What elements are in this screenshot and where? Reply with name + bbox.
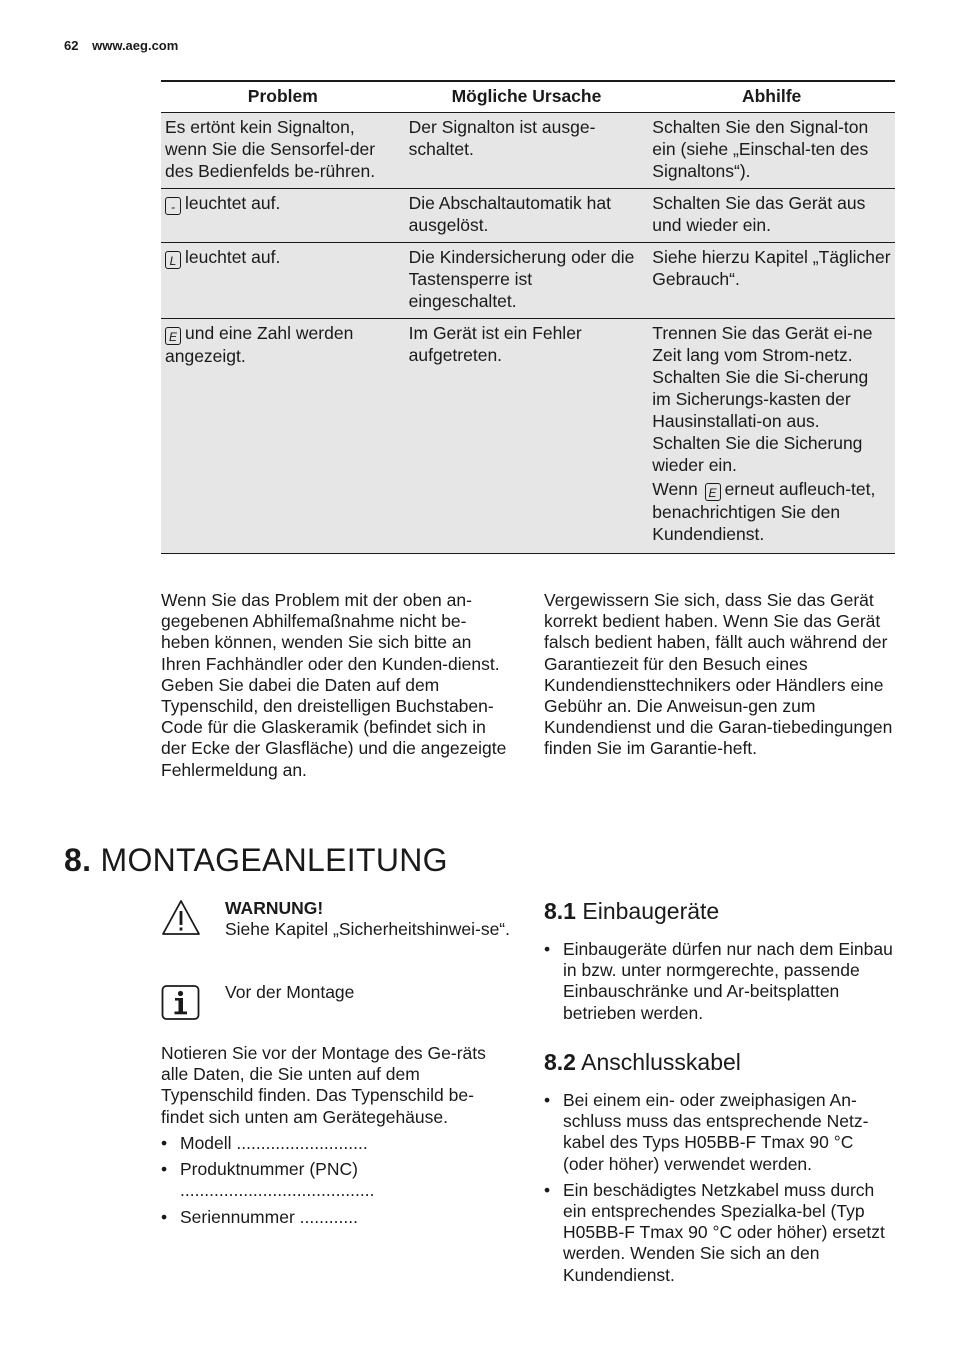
list-item: • Modell ...........................: [161, 1133, 511, 1154]
problem-cell: [161, 243, 405, 319]
list-item: • Produktnummer (PNC) ........................................: [161, 1159, 440, 1201]
problem-text: leuchtet auf.: [185, 193, 281, 213]
intro-text: Notieren Sie vor der Montage des Ge-räts alle Daten, die Sie unten auf dem Typenschild finden. Das Typenschild be-findet sich unten am Gerätegehäuse.: [161, 1043, 486, 1127]
column-header-cause: Mögliche Ursache: [405, 81, 649, 113]
subsection-heading-2: [544, 1049, 741, 1076]
text-right: Vergewissern Sie sich, dass Sie das Gerät korrekt bedient haben. Wenn Sie das Gerät falsch bedient haben, fällt auch während der Garantiezeit für den Besuch eines Kundendiensttechnikers oder Händlers eine Gebühr an. Die Anweisun-gen zum Kundendienst und die Garan-tiebedingungen finden Sie im Garantie-heft.: [544, 590, 893, 759]
problem-text: und eine Zahl werden angezeigt.: [165, 323, 354, 366]
table-header-row: [161, 81, 895, 113]
warning-notice: [161, 898, 515, 940]
problem-cell: Es ertönt kein Signalton, wenn Sie die Sensorfel-der des Bedienfelds be-rühren.: [161, 113, 405, 189]
display-symbol-icon: -: [165, 197, 181, 215]
cause-cell: Der Signalton ist ausge-schaltet.: [405, 113, 649, 189]
column-header-remedy: Abhilfe: [648, 81, 895, 113]
display-symbol-icon: E: [165, 327, 181, 345]
subsection-heading-1: [544, 898, 719, 925]
remedy-extra: [652, 478, 891, 545]
subsection-2-list: [544, 1090, 896, 1291]
warning-text: Siehe Kapitel „Sicherheitshinwei-se“.: [225, 919, 510, 939]
remedy-cell: [648, 319, 895, 554]
subsection-1-list: [544, 939, 896, 1029]
problem-text: leuchtet auf.: [185, 247, 281, 267]
list-item: • Seriennummer ............: [161, 1207, 511, 1228]
remedy-text: Trennen Sie das Gerät ei-ne Zeit lang vom Strom-netz. Schalten Sie die Si-cherung im Sicherungs-kasten der Hausinstallati-on aus. Schalten Sie die Sicherung wieder ein.: [652, 323, 873, 475]
info-notice: [161, 982, 354, 1022]
site-url: www.aeg.com: [92, 38, 179, 53]
problem-cell: [161, 319, 405, 554]
page-number: 62: [64, 38, 79, 53]
section-number: 8.: [64, 842, 92, 878]
remedy-cell: Schalten Sie das Gerät aus und wieder ein.: [648, 189, 895, 243]
table-row: [161, 189, 895, 243]
remedy-extra-pre: Wenn: [652, 479, 698, 499]
info-text: Vor der Montage: [225, 982, 355, 1002]
troubleshooting-table: [161, 80, 895, 554]
info-icon: [161, 982, 201, 1022]
text-left: Wenn Sie das Problem mit der oben an-gegebenen Abhilfemaßnahme nicht be-heben können, wenden Sie sich bitte an Ihren Fachhändler oder den Kunden-dienst. Geben Sie dabei die Daten auf dem Typenschild, den dreistelligen Buchstaben-Code für die Glaskeramik (befindet sich in der Ecke der Glasfläche) und die angezeigte Fehlermeldung an.: [161, 590, 507, 780]
list-item: • Ein beschädigtes Netzkabel muss durch ein entsprechendes Spezialka-bel (Typ H05BB-F Tmax 90 °C oder höher) ersetzt werden. Wenden Sie sich an den Kundendienst.: [544, 1180, 896, 1286]
subsection-number: 8.1: [544, 898, 576, 924]
problem-cell: [161, 189, 405, 243]
remedy-cell: Siehe hierzu Kapitel „Täglicher Gebrauch“.: [648, 243, 895, 319]
display-symbol-icon: E: [705, 483, 721, 501]
warning-title: WARNUNG!: [225, 898, 324, 918]
list-item: • Einbaugeräte dürfen nur nach dem Einbau in bzw. unter normgerechte, passende Einbauschränke und Ar-beitsplatten betrieben werden.: [544, 939, 896, 1024]
data-list: [161, 1133, 511, 1233]
column-header-problem: Problem: [161, 81, 405, 113]
cause-cell: Die Kindersicherung oder die Tastensperre ist eingeschaltet.: [405, 243, 649, 319]
section-title: MONTAGEANLEITUNG: [100, 842, 448, 878]
warning-icon: [161, 898, 201, 938]
table-row: [161, 113, 895, 189]
table-row: [161, 319, 895, 554]
remedy-extra-post: erneut aufleuch-tet, benachrichtigen Sie den Kundendienst.: [652, 479, 876, 544]
subsection-title: Einbaugeräte: [582, 898, 720, 924]
cause-cell: Die Abschaltautomatik hat ausgelöst.: [405, 189, 649, 243]
page-header: [64, 38, 178, 53]
section-heading: [64, 842, 448, 879]
remedy-cell: Schalten Sie den Signal-ton ein (siehe „Einschal-ten des Signaltons“).: [648, 113, 895, 189]
cause-cell: Im Gerät ist ein Fehler aufgetreten.: [405, 319, 649, 554]
table-row: [161, 243, 895, 319]
list-item: • Bei einem ein- oder zweiphasigen An-schluss muss das entsprechende Netz-kabel des Typs H05BB-F Tmax 90 °C (oder höher) verwendet werden.: [544, 1090, 896, 1175]
display-symbol-icon: L: [165, 251, 181, 269]
subsection-number: 8.2: [544, 1049, 576, 1075]
subsection-title: Anschlusskabel: [581, 1049, 741, 1075]
